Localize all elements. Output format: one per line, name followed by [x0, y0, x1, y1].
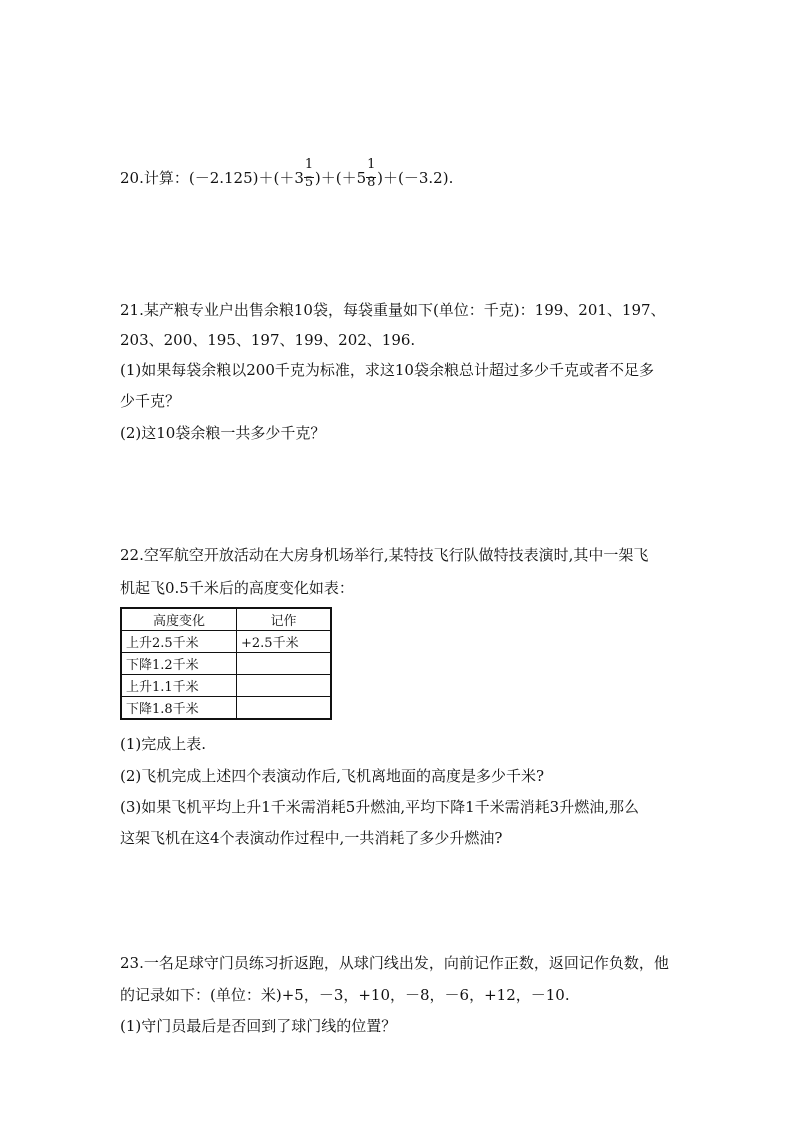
- table-cell: 下降1.2千米: [121, 653, 237, 675]
- q20-suffix: )＋(－3.2).: [377, 169, 454, 187]
- q21-line-4: 少千克？: [120, 392, 181, 410]
- table-cell: [237, 697, 332, 720]
- header-recorded-as: 记作: [237, 608, 332, 631]
- table-cell: +2.5千米: [237, 631, 332, 653]
- header-altitude-change: 高度变化: [121, 608, 237, 631]
- q22-line-5: (3)如果飞机平均上升1千米需消耗5升燃油,平均下降1千米需消耗3升燃油,那么: [120, 798, 639, 816]
- q20-frac1-numerator: 1: [304, 157, 314, 172]
- q20-frac2-numerator: 1: [367, 157, 376, 172]
- q22-line-1: 22.空军航空开放活动在大房身机场举行,某特技飞行队做特技表演时,其中一架飞: [120, 546, 649, 564]
- q20-frac1-denominator: 5: [304, 175, 314, 190]
- q22-line-6: 这架飞机在这4个表演动作过程中,一共消耗了多少升燃油?: [120, 829, 503, 847]
- altitude-table: [120, 607, 332, 720]
- table-row: [121, 653, 331, 675]
- q22-line-2: 机起飞0.5千米后的高度变化如表：: [120, 579, 354, 597]
- table-row: [121, 675, 331, 697]
- q20-mid: )＋(＋5: [314, 169, 367, 187]
- q20-prefix: 20.计算：(－2.125)＋(＋3: [120, 169, 304, 187]
- q20-fraction-2: [367, 157, 376, 190]
- table-cell: 上升2.5千米: [121, 631, 237, 653]
- q20-frac2-denominator: 8: [367, 175, 376, 190]
- q20-expression: [120, 157, 454, 190]
- q21-line-2: 203、200、195、197、199、202、196.: [120, 331, 416, 349]
- table-row: [121, 697, 331, 720]
- table-header-row: [121, 608, 331, 631]
- q23-line-1: 23.一名足球守门员练习折返跑，从球门线出发，向前记作正数，返回记作负数，他: [120, 954, 669, 972]
- table-cell: 下降1.8千米: [121, 697, 237, 720]
- q23-line-3: (1)守门员最后是否回到了球门线的位置？: [120, 1017, 397, 1035]
- table-cell: [237, 675, 332, 697]
- q20-fraction-1: [304, 157, 314, 190]
- table-row: [121, 631, 331, 653]
- table-cell: 上升1.1千米: [121, 675, 237, 697]
- q21-line-5: (2)这10袋余粮一共多少千克？: [120, 424, 326, 442]
- q23-line-2: 的记录如下：(单位：米)+5，－3，+10，－8，－6，+12，－10.: [120, 986, 570, 1004]
- q22-line-4: (2)飞机完成上述四个表演动作后,飞机离地面的高度是多少千米?: [120, 767, 545, 785]
- q21-line-1: 21.某产粮专业户出售余粮10袋，每袋重量如下(单位：千克)：199、201、197、: [120, 301, 666, 319]
- q22-line-3: (1)完成上表.: [120, 735, 207, 753]
- table-cell: [237, 653, 332, 675]
- q21-line-3: (1)如果每袋余粮以200千克为标准，求这10袋余粮总计超过多少千克或者不足多: [120, 361, 654, 379]
